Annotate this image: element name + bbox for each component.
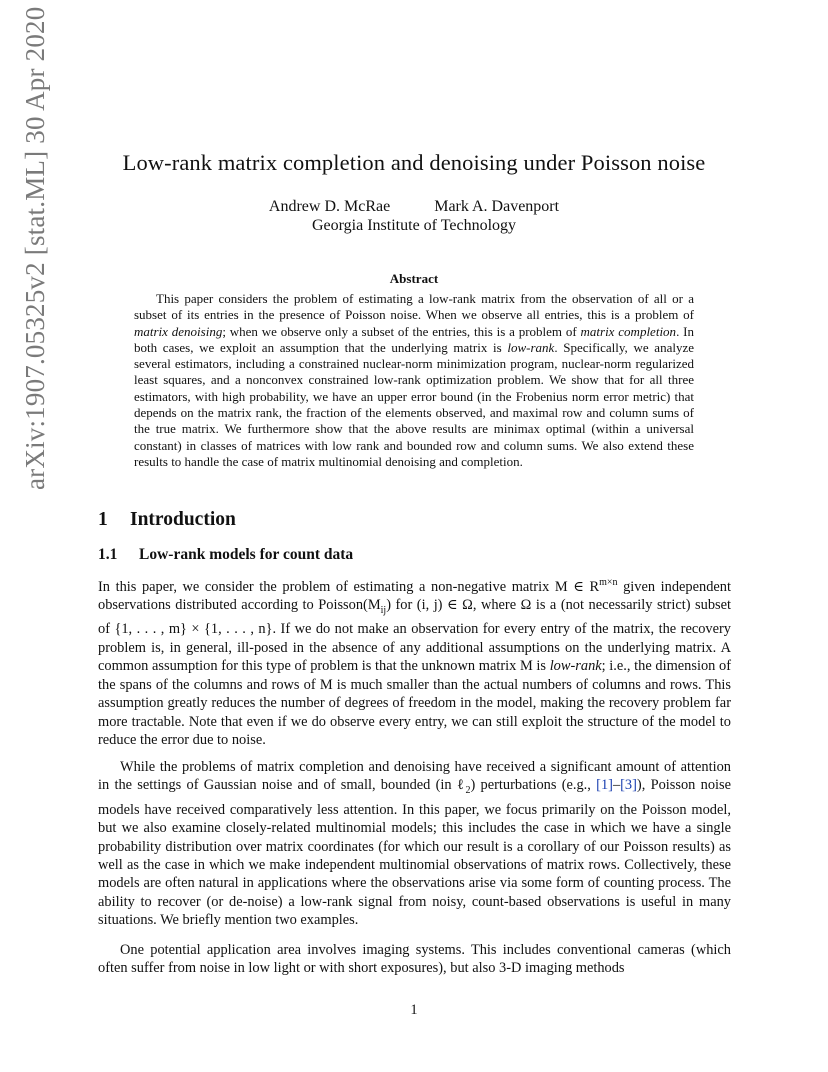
paper-title: Low-rank matrix completion and denoising under Poisson noise <box>122 150 706 175</box>
body-paragraph: In this paper, we consider the problem of estimating a non-negative matrix M ∈ $R^{m\times n}$ given independent observations distributed according to $Poisson(M_{ij})$ for (i, j) ∈ Ω, where Ω is a (not necessarily strict) subset of {1, . . . , m} × {1, . . . , n}. If we do not make an observation for every entry of the matrix, the recovery problem is, in general, ill-posed in the absence of any additional assumptions on the underlying matrix. A common assumption for this type of problem is that the unknown matrix M is low-rank; i.e., the dimension of the spans of the columns and rows of M is much smaller than the actual numbers of columns and rows. This assumption greatly reduces the number of degrees of freedom in the model, making the recovery problem far more tractable. Note that even if we do observe every entry, we can still exploit the structure of the model to reduce the error due to noise. <box>98 577 731 748</box>
author-name: Mark A. Davenport <box>434 198 560 215</box>
page-number: 1 <box>410 1002 418 1018</box>
abstract-heading: Abstract <box>389 271 439 286</box>
body-paragraph: While the problems of matrix completion and denoising have received a significant amount of attention in the settings of Gaussian noise and of small, bounded (in ℓ$_2$) perturbations (e.g., [1]–[3]), Poisson noise models have received comparatively less attention. In this paper, we focus primarily on the Poisson model, but we also examine closely-related multinomial models; this includes the case in which we have a single probability distribution over matrix coordinates (for which our result is a corollary of our Poisson results) as well as the case in which we make independent multinomial observations of matrix rows. Collectively, these models are often natural in applications where the observations arise via some form of counting process. The ability to recover (or de-noise) a low-rank signal from noisy, count-based observations is useful in many situations. We briefly mention two examples. <box>98 759 732 929</box>
arxiv-side-stamp[interactable]: arXiv:1907.05325v2 [stat.ML] 30 Apr 2020 <box>20 6 50 490</box>
citation-link[interactable]: [3] <box>620 777 637 794</box>
author-list <box>0 198 828 216</box>
citation-link[interactable]: [1] <box>596 777 613 794</box>
author-name: Andrew D. McRae <box>268 198 391 215</box>
body-paragraph: One potential application area involves imaging systems. This includes conventional cameras (which often suffer from noise in low light or with short exposures), but also 3-D imaging methods <box>98 942 731 977</box>
subsection-heading: 1.1 Low-rank models for count data <box>98 546 354 563</box>
abstract-text: This paper considers the problem of estimating a low-rank matrix from the observation of all or a subset of its entries in the presence of Poisson noise. When we observe all entries, this is a problem of matrix denoising; when we observe only a subset of the entries, this is a problem of matrix completion. In both cases, we exploit an assumption that the underlying matrix is low-rank. Specifically, we analyze several estimators, including a constrained nuclear-norm minimization program, nuclear-norm regularized least squares, and a nonconvex constrained low-rank optimization problem. We show that for all three estimators, with high probability, we have an upper error bound (in the Frobenius norm error metric) that depends on the matrix rank, the fraction of the elements observed, and maximal row and column sums of the true matrix. We furthermore show that the above results are minimax optimal (within a universal constant) in classes of matrices with low rank and bounded row and column sums. We also extend these results to handle the case of matrix multinomial denoising and completion. <box>134 291 694 469</box>
author-affiliation: Georgia Institute of Technology <box>311 217 517 234</box>
section-heading: 1 Introduction <box>98 509 236 530</box>
